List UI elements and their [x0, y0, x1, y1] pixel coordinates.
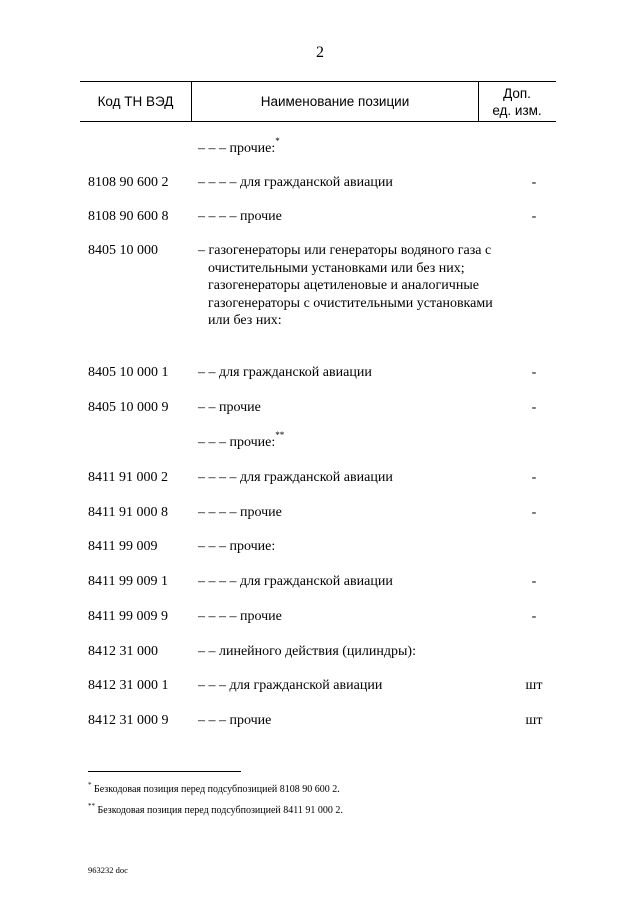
row-name: – – – – для гражданской авиации: [198, 175, 393, 190]
row-unit: -: [531, 574, 537, 589]
row-code: 8412 31 000 9: [88, 713, 169, 728]
row-unit: -: [531, 505, 537, 520]
row-name: – – – прочие:: [198, 539, 276, 554]
row-code: 8411 99 009: [88, 539, 158, 554]
row-unit: -: [531, 470, 537, 485]
row-name: – – – – прочие: [198, 505, 282, 520]
row-code: 8411 91 000 8: [88, 505, 168, 520]
row-name: – – линейного действия (цилиндры):: [198, 644, 416, 659]
header-unit-line2: ед. изм.: [492, 102, 542, 118]
footnote-divider: [88, 771, 241, 772]
footnote-mark: **: [275, 430, 285, 441]
footnote-text: Безкодовая позиция перед подсубпозицией 8108 90 600 2.: [94, 784, 340, 795]
page-number: 2: [316, 44, 324, 61]
row-unit: -: [531, 400, 537, 415]
footnote-mark: **: [88, 801, 95, 810]
row-name: – – – прочие: [198, 713, 272, 728]
row-name: [198, 430, 488, 452]
row-code: 8108 90 600 2: [88, 175, 169, 190]
row-name: – – для гражданской авиации: [198, 365, 372, 380]
row-name: – – – – для гражданской авиации: [198, 574, 393, 589]
row-name: – газогенераторы или генераторы водяного газа с очистительными установками или без них; газогенераторы ацетиленовые и аналогичные газогенераторы с очистительными установками или без них:: [198, 243, 493, 328]
row-code: 8412 31 000: [88, 644, 158, 659]
row-unit: шт: [525, 713, 543, 728]
row-code: 8405 10 000: [88, 243, 158, 258]
row-unit: -: [531, 209, 537, 224]
row-name-text: – – – прочие:: [198, 435, 276, 450]
row-unit: -: [531, 365, 537, 380]
header-unit-line1: Доп.: [503, 85, 531, 101]
row-unit: -: [531, 609, 537, 624]
footnote-mark: *: [88, 780, 92, 789]
row-unit: шт: [525, 678, 543, 693]
row-code: 8412 31 000 1: [88, 678, 169, 693]
header-code: Код ТН ВЭД: [97, 94, 174, 109]
footnote-mark: *: [275, 136, 280, 147]
header-unit: [478, 82, 556, 121]
footnote: [88, 801, 343, 816]
row-unit: -: [531, 175, 537, 190]
row-name: – – – – для гражданской авиации: [198, 470, 393, 485]
row-code: 8411 91 000 2: [88, 470, 168, 485]
row-code: 8405 10 000 1: [88, 365, 169, 380]
row-code: 8411 99 009 1: [88, 574, 168, 589]
document-id: 963232 doc: [88, 865, 128, 875]
row-code: 8411 99 009 9: [88, 609, 168, 624]
row-name: [198, 136, 488, 158]
header-name: Наименование позиции: [191, 82, 479, 121]
footnote: [88, 780, 340, 795]
row-name: – – – для гражданской авиации: [198, 678, 383, 693]
table-header: [80, 81, 556, 122]
row-code: 8108 90 600 8: [88, 209, 169, 224]
row-name: – – – – прочие: [198, 609, 282, 624]
row-name: – – прочие: [198, 400, 261, 415]
row-name: – – – – прочие: [198, 209, 282, 224]
row-name-text: – – – прочие:: [198, 141, 276, 156]
footnote-text: Безкодовая позиция перед подсубпозицией 8411 91 000 2.: [97, 805, 343, 816]
row-code: 8405 10 000 9: [88, 400, 169, 415]
